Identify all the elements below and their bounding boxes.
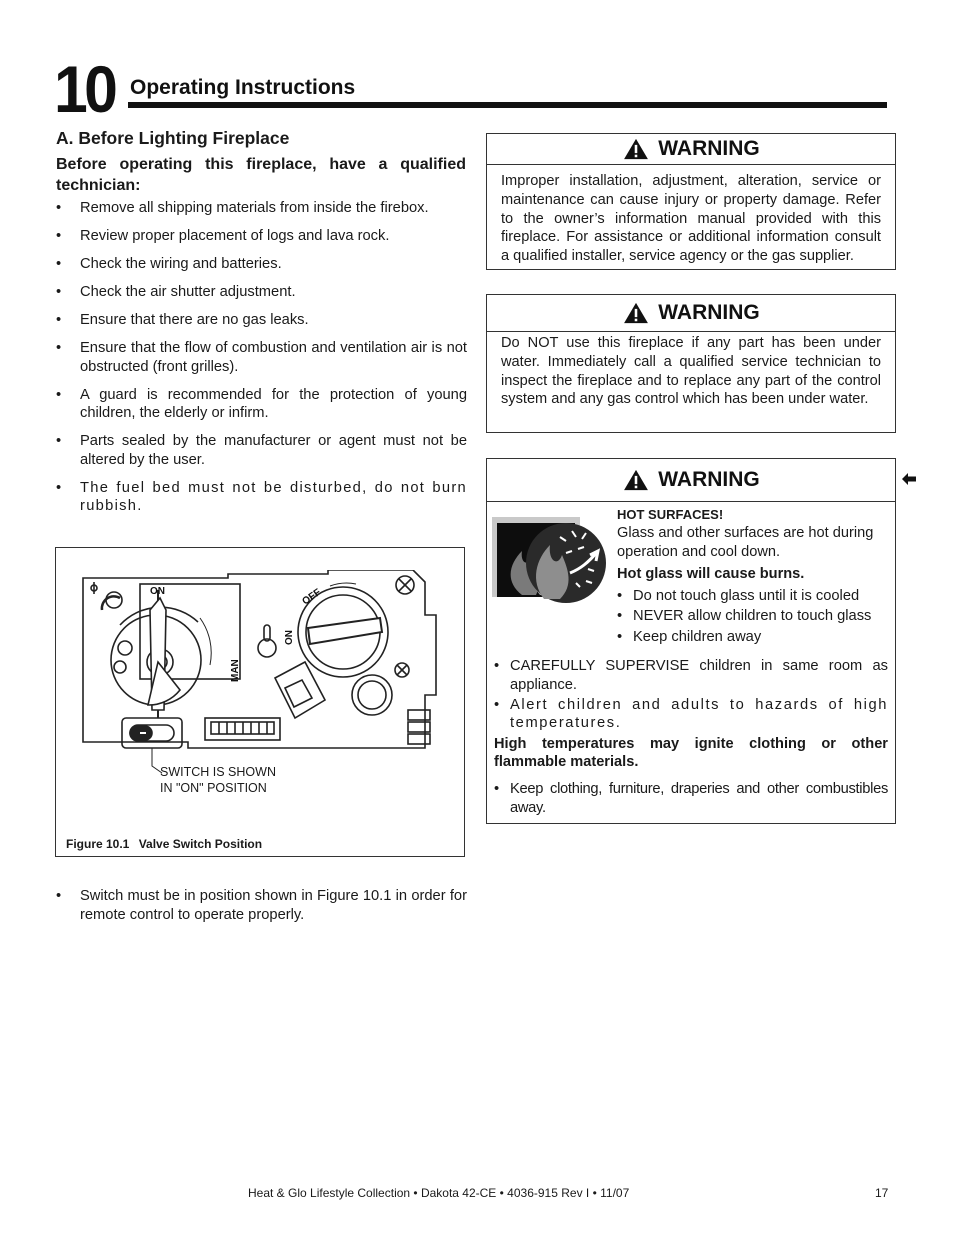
figure-title: Valve Switch Position bbox=[138, 837, 263, 851]
valve-label-on-vertical: ON bbox=[284, 630, 295, 645]
list-item: • Check the air shutter adjustment. bbox=[56, 283, 467, 302]
warning-label: WARNING bbox=[658, 137, 760, 160]
list-item: • Remove all shipping materials from inside the firebox. bbox=[56, 199, 467, 218]
warning-text: Do NOT use this fireplace if any part has been under water. Immediately call a qualified service technician to inspect the fireplace and to replace any part of the control system and any gas control which has been under water. bbox=[501, 335, 881, 408]
list-item: • Do not touch glass until it is cooled bbox=[617, 587, 895, 606]
change-marker-arrow-icon bbox=[902, 473, 916, 485]
combustibles-list bbox=[494, 780, 888, 817]
switch-note-line: IN "ON" POSITION bbox=[160, 781, 267, 795]
valve-label-on: ON bbox=[150, 586, 165, 597]
burns-title: Hot glass will cause burns. bbox=[617, 566, 805, 582]
switch-note bbox=[160, 764, 276, 796]
chapter-title: Operating Instructions bbox=[130, 76, 356, 99]
valve-label-off: OFF bbox=[300, 586, 324, 608]
figure-caption bbox=[66, 837, 268, 851]
hot-glass-icon bbox=[492, 517, 608, 603]
warning-header bbox=[487, 459, 895, 502]
warning-header bbox=[487, 295, 895, 332]
list-item: • The fuel bed must not be disturbed, do not burn rubbish. bbox=[56, 479, 467, 516]
warning-triangle-icon bbox=[622, 138, 650, 160]
warning-label: WARNING bbox=[658, 301, 760, 324]
prep-checklist bbox=[56, 199, 467, 525]
list-item: • Review proper placement of logs and lava rock. bbox=[56, 227, 467, 246]
ignite-warning: High temperatures may ignite clothing or other flammable materials. bbox=[494, 736, 888, 770]
switch-note-line: SWITCH IS SHOWN bbox=[160, 765, 276, 779]
supervision-list bbox=[494, 657, 888, 734]
section-intro: Before operating this fireplace, have a qualified technician: bbox=[56, 156, 466, 194]
remote-note-list bbox=[56, 887, 467, 924]
list-item: • NEVER allow children to touch glass bbox=[617, 607, 895, 626]
hot-surfaces-desc: Glass and other surfaces are hot during operation and cool down. bbox=[617, 525, 874, 560]
chapter-rule bbox=[128, 102, 887, 108]
list-item: • CAREFULLY SUPERVISE children in same room as appliance. bbox=[494, 657, 888, 694]
list-item: • A guard is recommended for the protection of young children, the elderly or infirm. bbox=[56, 386, 467, 423]
list-item: • Ensure that there are no gas leaks. bbox=[56, 311, 467, 330]
hot-surfaces-title: HOT SURFACES! bbox=[617, 507, 724, 522]
list-item: • Check the wiring and batteries. bbox=[56, 255, 467, 274]
warning-box-installation bbox=[486, 133, 896, 270]
list-item: • Keep children away bbox=[617, 628, 895, 647]
warning-box-water bbox=[486, 294, 896, 433]
chapter-number: 10 bbox=[54, 52, 115, 126]
warning-text: Improper installation, adjustment, alteration, service or maintenance can cause injury or property damage. Refer to the owner’s information manual provided with this fireplace. For assistance or additional information consult a qualified installer, service agency or the gas supplier. bbox=[501, 173, 881, 265]
warning-triangle-icon bbox=[622, 302, 650, 324]
section-heading: A. Before Lighting Fireplace bbox=[56, 128, 290, 148]
list-item: • Switch must be in position shown in Figure 10.1 in order for remote control to operate properly. bbox=[56, 887, 467, 924]
valve-diagram bbox=[80, 570, 440, 780]
list-item: • Keep clothing, furniture, draperies and other combustibles away. bbox=[494, 780, 888, 817]
list-item: • Ensure that the flow of combustion and ventilation air is not obstructed (front grilles). bbox=[56, 339, 467, 376]
list-item: • Alert children and adults to hazards of high temperatures. bbox=[494, 696, 888, 733]
burns-list bbox=[617, 587, 895, 648]
footer-text: Heat & Glo Lifestyle Collection • Dakota 42-CE • 4036-915 Rev I • 11/07 bbox=[248, 1186, 630, 1200]
list-item: • Parts sealed by the manufacturer or agent must not be altered by the user. bbox=[56, 432, 467, 469]
warning-label: WARNING bbox=[658, 468, 760, 491]
warning-triangle-icon bbox=[622, 469, 650, 491]
figure-number: Figure 10.1 bbox=[66, 837, 130, 851]
valve-label-man: MAN bbox=[230, 659, 241, 682]
warning-header bbox=[487, 134, 895, 165]
page-number: 17 bbox=[875, 1186, 889, 1200]
